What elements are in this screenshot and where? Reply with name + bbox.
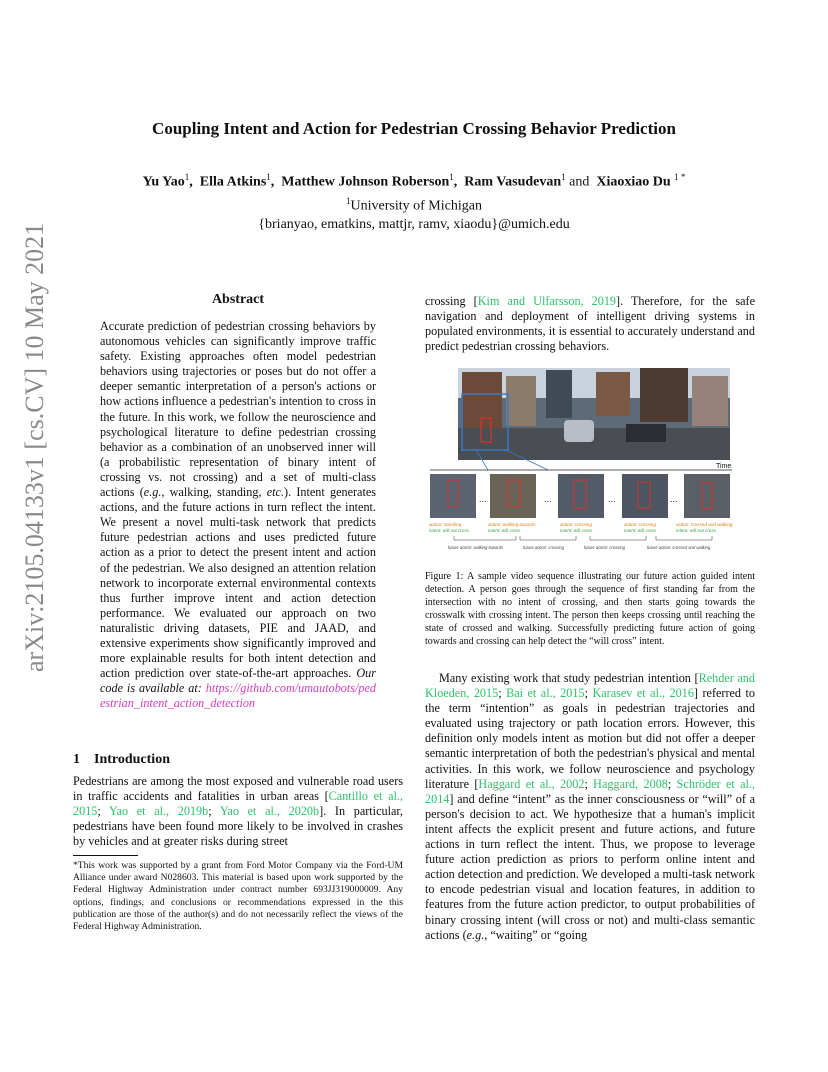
paper-title: Coupling Intent and Action for Pedestrian Crossing Behavior Prediction	[152, 119, 676, 138]
time-label: Time	[716, 463, 732, 470]
affiliation-mark: 1	[346, 196, 351, 206]
author-mark: 1 *	[674, 172, 686, 182]
body-text: ]. Therefore, for the safe navigation and deployment of intelligent driving systems in populated environments, it is essential to accurately understand and predict pedestrian crossing behaviors.	[425, 294, 755, 354]
frame-action-label: action: crossing	[560, 522, 592, 527]
citation-link[interactable]: Haggard, 2008	[593, 776, 668, 791]
section-number: 1	[73, 752, 80, 767]
frame-intent-label: intent: will not cross	[429, 528, 470, 533]
citation-link[interactable]: Haggard et al., 2002	[478, 776, 585, 791]
abstract-text: Accurate prediction of pedestrian crossing behaviors by autonomous vehicles can significantly improve traffic safety. Existing approaches often model pedestrian behaviors using trajectories or poses but do not offer a deeper semantic interpretation of a person's actions or how actions influence a pedestrian's intention to cross in the future. In this work, we follow the neuroscience and psychological literature to define pedestrian crossing behavior as a combination of an unobserved inner will (a probabilistic representation of binary intent of crossing vs. not crossing) and a set of multi-class actions (	[100, 319, 376, 500]
author-list: Yu Yao$^1$, Ella Atkins$^1$, Matthew Johnson Roberson$^1$, Ram Vasudevan$^1$ and Xiaoxiao Du $^{1 *}$	[142, 172, 686, 190]
author-mark: 1	[561, 172, 566, 182]
body-text: ;	[208, 804, 220, 819]
citation-link[interactable]: Yao et al., 2020b	[219, 804, 320, 819]
author-mark: 1	[449, 172, 454, 182]
body-eg: e.g.	[466, 927, 485, 942]
future-action-label: future action: walking towards	[448, 545, 504, 550]
footnote-rule	[73, 855, 138, 856]
figure-caption: Figure 1: A sample video sequence illustrating our future action guided intent detection. A person goes through the sequence of first standing far from the intersection with no intent of crossing, and then starts going towards the crosswalk with crossing intent. The person then keeps crossing until reaching the state of crossed and walking. Successfully predicting future action of going towards and crossing can help detect the “will cross” intent.	[425, 571, 755, 647]
author-emails: {brianyao, ematkins, mattjr, ramv, xiaodu}@umich.edu	[258, 217, 570, 232]
frame-action-label: action: crossing	[624, 522, 656, 527]
intro-paragraph	[73, 774, 403, 849]
frame-thumbnail	[684, 474, 730, 518]
code-label: Our code is available at:	[100, 666, 376, 696]
future-action-label: future action: crossed and walking	[647, 545, 711, 550]
frame-thumbnail	[430, 474, 476, 518]
frame-intent-label: intent: will not cross	[676, 528, 717, 533]
future-brackets	[454, 536, 712, 540]
future-action-label: future action: crossing	[584, 545, 625, 550]
body-text: ]. In particular, pedestrians have been found more likely to be involved in crashes by vehicles and at greater risks during street	[73, 804, 403, 849]
body-text: ] referred to the term “intention” as goals in pedestrian trajectories and evaluated using trajectory or path location errors. However, this definition only models intent as motion but did not offer a deeper semantic interpretation of both the pedestrian's physical and mental activities. In this work, we follow neuroscience and psychology literature [	[425, 686, 755, 791]
frame-thumbnail	[622, 474, 668, 518]
abstract-eg: e.g.	[143, 485, 162, 500]
right-paragraph-continued	[425, 294, 755, 354]
body-text: ] and define “intent” as the inner consciousness or “will” of a person's decision to act. We hypothesize that a human's implicit intent affects the explicit present and future actions, and future actions in turn reflect the intent. Thus, we propose to leverage future action prediction as priors to perform online intent and action detection and prediction. We developed a multi-task network to encode pedestrian visual and location features, in addition to features from the future action predictor, to output probabilities of binary crossing intent (will cross or not) and multi-class semantic actions (	[425, 791, 755, 942]
frame-action-label: action: standing	[429, 522, 462, 527]
citation-link[interactable]: Rehder and Kloeden, 2015	[425, 671, 755, 701]
affiliation-name: University of Michigan	[350, 198, 482, 214]
section-title: Introduction	[94, 752, 170, 767]
author-name: Yu Yao	[142, 174, 185, 190]
abstract-text: , walking, standing,	[161, 485, 267, 500]
affiliation	[0, 196, 828, 215]
frame-intent-label: intent: will cross	[488, 528, 521, 533]
ellipsis: ...	[479, 494, 487, 504]
frame-thumbnail	[558, 474, 604, 518]
body-text: ;	[667, 776, 677, 791]
frame-intent-label: intent: will cross	[624, 528, 657, 533]
abstract-etc: etc.	[266, 485, 285, 500]
frame-intent-label: intent: will cross	[560, 528, 593, 533]
abstract-body	[100, 319, 376, 711]
figure-1	[426, 366, 756, 558]
author-mark: 1	[184, 172, 190, 182]
author-name: Ella Atkins	[199, 174, 267, 190]
frame-thumbnail	[490, 474, 536, 518]
abstract-text: ). Intent generates actions, and the future actions in turn reflect the intent. We present a novel multi-task network that predicts future pedestrian actions and uses predicted future action as a prior to detect the present intent and action of the pedestrian. We also designed an attention relation network to incorporate external environmental contexts thus further improve intent and action detection performance. We evaluated our approach on two naturalistic driving datasets, PIE and JAAD, and extensive experiments show significantly improved and more explainable results for both intent detection and action prediction over state-of-the-art approaches.	[100, 485, 376, 681]
body-text: ;	[584, 776, 594, 791]
ellipsis: ...	[670, 494, 678, 504]
ellipsis: ...	[544, 494, 552, 504]
body-text: ;	[498, 686, 507, 701]
citation-link[interactable]: Schröder et al., 2014	[425, 776, 756, 806]
right-paragraph	[425, 671, 755, 943]
body-text: crossing [	[425, 294, 478, 308]
frame-action-label: action: walking towards	[488, 522, 536, 527]
body-text: Many existing work that study pedestrian intention [	[439, 671, 699, 685]
citation-link[interactable]: Karasev et al., 2016	[592, 686, 694, 701]
street-scene-image	[458, 368, 730, 460]
author-name: Xiaoxiao Du	[596, 174, 671, 190]
author-name: Matthew Johnson Roberson	[281, 174, 450, 190]
citation-link[interactable]: Cantillo et al., 2015	[73, 789, 403, 819]
frame-action-label: action: crossed and walking	[676, 522, 733, 527]
section-heading	[73, 752, 184, 768]
body-text: , “waiting” or “going	[484, 927, 588, 942]
footnote: *This work was supported by a grant from Ford Motor Company via the Ford-UM Alliance under award N028603. This material is based upon work supported by the Federal Highway Administration under contract number 693JJ319000009. Any options, findings, and conclusions or recommendations expressed in the this publication are those of the author(s) and do not necessarily reflect the views of the Federal Highway Administration.	[73, 860, 403, 933]
body-text: ;	[97, 804, 109, 819]
body-text: Pedestrians are among the most exposed and vulnerable road users in traffic accidents and fatalities in urban areas [	[73, 774, 403, 804]
ellipsis: ...	[608, 494, 616, 504]
body-text: ;	[584, 686, 593, 701]
code-link[interactable]: https://github.com/umautobots/pedestrian_intent_action_detection	[100, 681, 376, 711]
citation-link[interactable]: Kim and Ulfarsson, 2019	[477, 294, 617, 308]
future-action-label: future action: crossing	[523, 545, 564, 550]
author-name: Ram Vasudevan	[464, 174, 562, 190]
citation-link[interactable]: Yao et al., 2019b	[108, 804, 209, 819]
arxiv-watermark: arXiv:2105.04133v1 [cs.CV] 10 May 2021	[20, 222, 49, 672]
abstract-heading: Abstract	[211, 292, 265, 307]
author-mark: 1	[266, 172, 271, 182]
citation-link[interactable]: Bai et al., 2015	[506, 686, 585, 701]
